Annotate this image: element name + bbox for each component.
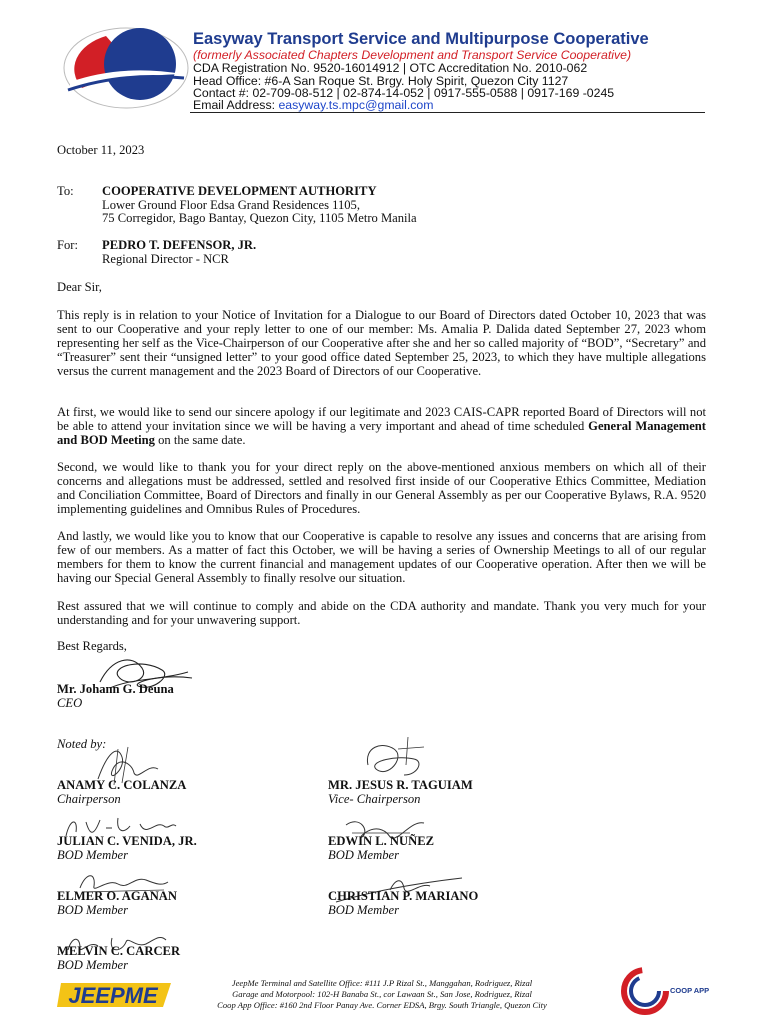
member-carcer-role: BOD Member — [57, 958, 128, 972]
paragraph-2-emphasis: General Management and BOD Meeting — [57, 419, 706, 447]
paragraph-2-text: At first, we would like to send our sincere apology if our legitimate and 2023 CAIS-CAPR reported Board of Directors will not be able to attend your invitation since we will be having a very important and ahead of time scheduled — [57, 405, 706, 433]
contact-line: Contact #: 02-709-08-512 | 02-874-14-052 | 0917-555-0588 | 0917-169 -0245 — [193, 86, 615, 100]
email-link[interactable]: easyway.ts.mpc@gmail.com — [278, 98, 434, 112]
recipient-address-1: Lower Ground Floor Edsa Grand Residences 1105, — [102, 198, 360, 212]
member-aganan-role: BOD Member — [57, 903, 128, 917]
attention-name: PEDRO T. DEFENSOR, JR. — [102, 238, 257, 252]
footer-line-1: JeepMe Terminal and Satellite Office: #111 J.P Rizal St., Manggahan, Rodriguez, Rizal — [231, 978, 533, 988]
member-mariano-name: CHRISTIAN P. MARIANO — [328, 889, 479, 903]
member-venida-name: JULIAN C. VENIDA, JR. — [57, 834, 197, 848]
member-mariano-role: BOD Member — [328, 903, 399, 917]
email-label: Email Address: — [193, 98, 279, 112]
paragraph-3: Second, we would like to thank you for your direct reply on the above-mentioned anxious members on which all of their concerns and allegations must be addressed, settled and resolved first inside of our Cooperative Ethics Committee, Mediation and Conciliation Committee, Board of Directors and finally in our General Assembly as per our Cooperative Bylaws, R.A. 9520 implementing guidelines and Omnibus Rules of Procedures. — [57, 460, 706, 516]
member-aganan-name: ELMER O. AGANAN — [57, 889, 177, 903]
vice-chairperson-name: MR. JESUS R. TAGUIAM — [328, 778, 473, 792]
registration-line: CDA Registration No. 9520-16014912 | OTC Accreditation No. 2010-062 — [193, 61, 588, 75]
to-label: To: — [57, 184, 74, 198]
for-label: For: — [57, 238, 78, 252]
coop-app-logo-text: COOP APP — [670, 986, 710, 995]
member-carcer-name: MELVIN C. CARCER — [57, 944, 181, 958]
salutation: Dear Sir, — [57, 280, 102, 294]
paragraph-4: And lastly, we would like you to know that our Cooperative is capable to resolve any issues and concerns that are arising from few of our members. As a matter of fact this October, we will be having a series of Ownership Meetings to all of our regular members for them to know the current financial and management updates of our Cooperative operation. After then we will be having our Special General Assembly to finally resolve our situation. — [57, 529, 706, 585]
chairperson-role: Chairperson — [57, 792, 121, 806]
attention-title: Regional Director - NCR — [102, 252, 229, 266]
member-nunez-role: BOD Member — [328, 848, 399, 862]
recipient-address-2: 75 Corregidor, Bago Bantay, Quezon City, 1105 Metro Manila — [102, 211, 417, 225]
paragraph-2-end: on the same date. — [154, 433, 246, 447]
letter-date: October 11, 2023 — [57, 143, 145, 157]
noted-by-label: Noted by: — [57, 737, 107, 751]
paragraph-2 — [57, 405, 706, 447]
vice-chairperson-role: Vice- Chairperson — [328, 792, 421, 806]
member-nunez-name: EDWIN L. NUÑEZ — [328, 834, 435, 848]
footer-addresses — [182, 978, 582, 1011]
org-former-name: (formerly Associated Chapters Development and Transport Service Cooperative) — [193, 48, 632, 62]
member-venida-role: BOD Member — [57, 848, 128, 862]
jeepme-logo — [55, 977, 175, 1013]
ceo-name: Mr. Johann G. Deuna — [57, 682, 174, 696]
org-name: Easyway Transport Service and Multipurpose Cooperative — [193, 30, 649, 48]
footer-line-3: Coop App Office: #160 2nd Floor Panay Ave. Corner EDSA, Brgy. South Triangle, Quezon City — [217, 1000, 547, 1010]
coop-app-logo — [620, 966, 710, 1016]
header-divider — [190, 112, 705, 113]
jeepme-logo-text: JEEPME — [68, 983, 158, 1008]
closing: Best Regards, — [57, 639, 127, 653]
paragraph-5: Rest assured that we will continue to comply and abide on the CDA authority and mandate. Thank you very much for your understanding and for your unwavering support. — [57, 599, 706, 627]
cooperative-logo — [62, 24, 190, 110]
head-office-line: Head Office: #6-A San Roque St. Brgy. Holy Spirit, Quezon City 1127 — [193, 74, 569, 88]
paragraph-1: This reply is in relation to your Notice of Invitation for a Dialogue to our Board of Directors dated October 10, 2023 that was sent to our Cooperative and your reply letter to one of our member: Ms. Amalia P. Dalida dated September 27, 2023 whom representing her self as the Vice-Chairperson of our Cooperative after she and her so called majority of “BOD”, “Secretary” and “Treasurer” sent their “unsigned letter” to your good office dated September 25, 2023, to which they have multiple allegations versus the current management and the 2023 Board of Directors of our Cooperative. — [57, 308, 706, 378]
chairperson-name: ANAMY C. COLANZA — [57, 778, 187, 792]
email-line — [193, 98, 434, 112]
ceo-title: CEO — [57, 696, 83, 710]
recipient-name: COOPERATIVE DEVELOPMENT AUTHORITY — [102, 184, 377, 198]
footer-line-2: Garage and Motorpool: 102-H Banaba St., cor Lawaan St., San Jose, Rodriguez, Rizal — [232, 989, 532, 999]
